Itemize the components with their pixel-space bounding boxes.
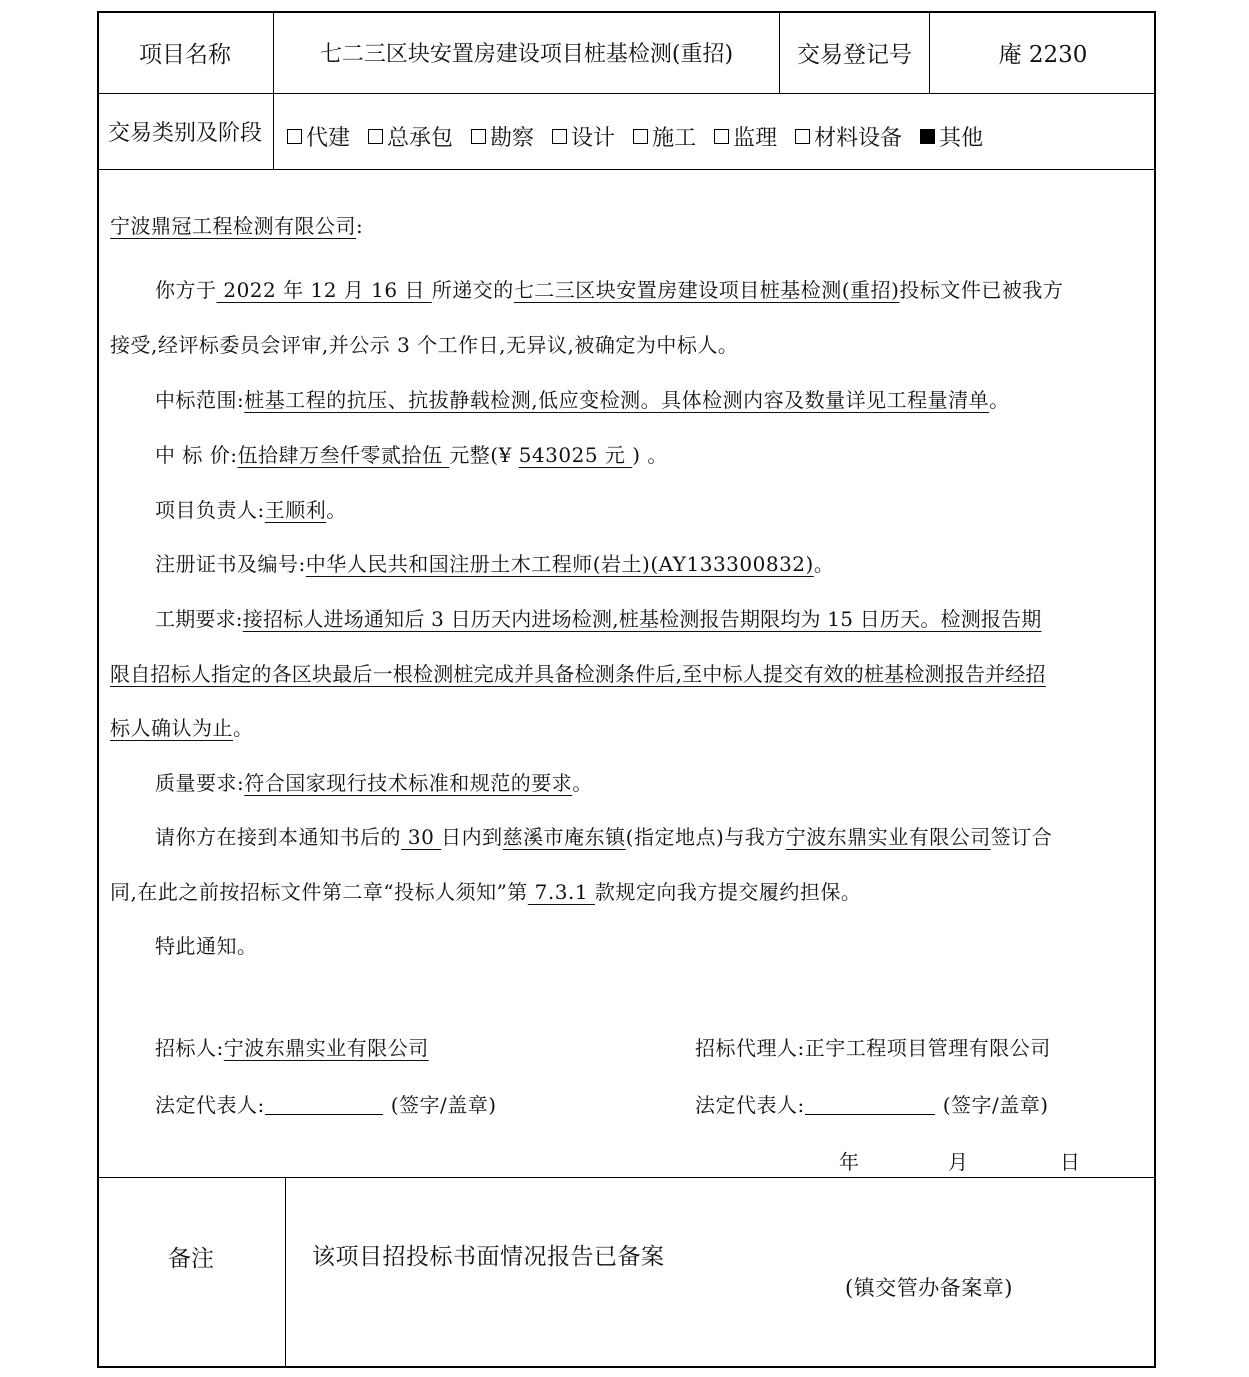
text-span: ) 。 xyxy=(632,443,668,467)
submission-date: 2022 年 12 月 16 日 xyxy=(216,278,432,302)
text-span: 元整(¥ xyxy=(449,443,519,467)
period-value: 接招标人进场通知后 3 日历天内进场检测,桩基检测报告期限均为 15 日历天。检测报告期 xyxy=(242,607,1042,631)
date-year: 年 xyxy=(839,1150,860,1174)
legal-rep-label: 法定代表人: xyxy=(155,1093,265,1117)
checkbox-icon xyxy=(368,129,383,144)
trade-type-option xyxy=(471,121,534,152)
text-span: (指定地点)与我方 xyxy=(625,825,786,849)
manager-label: 项目负责人: xyxy=(155,498,265,522)
sign-seal-note: (签字/盖章) xyxy=(390,1093,497,1117)
trade-type-option-label: 其他 xyxy=(939,125,984,151)
signing-days: 30 xyxy=(401,825,442,849)
signing-place: 慈溪市庵东镇 xyxy=(502,825,626,849)
signature-blank xyxy=(265,1094,383,1115)
addressee-line xyxy=(110,210,363,239)
text-span: 你方于 xyxy=(155,278,217,302)
trade-type-option-label: 代建 xyxy=(306,125,351,151)
price-line xyxy=(155,439,668,468)
quality-value: 符合国家现行技术标准和规范的要求 xyxy=(244,771,573,795)
trade-type-option-label: 总承包 xyxy=(387,125,454,151)
tenderer-line xyxy=(155,1032,429,1061)
trade-type-option xyxy=(287,121,350,152)
remarks-seal-note: (镇交管办备案章) xyxy=(845,1276,1013,1300)
period-line xyxy=(155,603,1042,632)
sign-seal-note: (签字/盖章) xyxy=(942,1093,1049,1117)
scope-label: 中标范围: xyxy=(155,388,245,412)
text-span: 所递交的 xyxy=(431,278,514,302)
trade-type-label: 交易类别及阶段 xyxy=(107,121,262,146)
project-name-inline: 七二三区块安置房建设项目桩基检测(重招) xyxy=(513,278,900,302)
certificate-value: 中华人民共和国注册土木工程师(岩土)(AY133300832) xyxy=(305,552,814,576)
trade-type-option xyxy=(714,121,777,152)
text-span: 。 xyxy=(233,716,254,740)
signing-party: 宁波东鼎实业有限公司 xyxy=(785,825,991,849)
manager-line xyxy=(155,494,347,523)
trade-type-option xyxy=(633,121,696,152)
period-value-last: 标人确认为止 xyxy=(110,716,233,740)
contract-signing-cont xyxy=(110,876,861,905)
trade-type-option-label: 设计 xyxy=(571,125,616,151)
trade-no: 庵 2230 xyxy=(998,41,1088,68)
remarks-label: 备注 xyxy=(168,1246,214,1272)
scope-value: 桩基工程的抗压、抗拔静载检测,低应变检测。具体检测内容及数量详见工程量清单 xyxy=(244,388,990,412)
checkbox-icon xyxy=(795,129,810,144)
checked-box-icon xyxy=(920,129,935,144)
addressee: 宁波鼎冠工程检测有限公司 xyxy=(110,214,356,238)
project-name-label: 项目名称 xyxy=(139,41,231,68)
trade-type-options xyxy=(287,118,1001,154)
agent-legal-rep-line xyxy=(695,1089,1049,1118)
checkbox-icon xyxy=(287,129,302,144)
text-span: 请你方在接到本通知书后的 xyxy=(155,825,401,849)
text-span: 投标文件已被我方 xyxy=(899,278,1064,302)
project-name: 七二三区块安置房建设项目桩基检测(重招) xyxy=(319,41,734,67)
tenderer-label: 招标人: xyxy=(155,1036,224,1060)
addressee-colon: : xyxy=(356,214,364,238)
paragraph-bid-accepted xyxy=(155,274,1063,303)
tenderer-name: 宁波东鼎实业有限公司 xyxy=(223,1036,429,1060)
quality-line xyxy=(155,767,593,796)
text-span: 。 xyxy=(813,552,835,576)
date-day: 日 xyxy=(1060,1150,1081,1174)
tenderer-legal-rep-line xyxy=(155,1089,497,1118)
checkbox-icon xyxy=(714,129,729,144)
period-value-cont: 限自招标人指定的各区块最后一根检测桩完成并具备检测条件后,至中标人提交有效的桩基检测报告并经招 xyxy=(110,662,1046,686)
trade-no-label: 交易登记号 xyxy=(797,41,912,68)
checkbox-icon xyxy=(633,129,648,144)
text-span: 。 xyxy=(989,388,1010,412)
row-divider xyxy=(97,169,1156,170)
trade-type-option xyxy=(795,121,902,152)
period-value-end xyxy=(110,712,254,741)
column-divider xyxy=(285,1177,286,1368)
contract-signing-line xyxy=(155,821,1052,850)
date-month: 月 xyxy=(948,1150,969,1174)
agent-line xyxy=(695,1032,1051,1061)
text-span: 款规定向我方提交履约担保。 xyxy=(594,880,862,904)
text-span: 。 xyxy=(572,771,593,795)
paragraph-bid-accepted-cont: 接受,经评标委员会评审,并公示 3 个工作日,无异议,被确定为中标人。 xyxy=(110,333,739,357)
text-span: 日内到 xyxy=(441,825,503,849)
price-amount: 543025 元 xyxy=(518,443,633,467)
legal-rep-label: 法定代表人: xyxy=(695,1093,805,1117)
period-label: 工期要求: xyxy=(155,607,243,631)
agent-name: 正宇工程项目管理有限公司 xyxy=(804,1036,1051,1060)
quality-label: 质量要求: xyxy=(155,771,245,795)
signature-blank xyxy=(805,1094,935,1115)
remarks-text: 该项目招投标书面情况报告已备案 xyxy=(312,1244,665,1270)
text-span: 签订合 xyxy=(990,825,1053,849)
trade-type-option-label: 监理 xyxy=(733,125,778,151)
trade-type-option-label: 材料设备 xyxy=(814,125,903,151)
trade-type-option-label: 勘察 xyxy=(490,125,535,151)
trade-type-option-label: 施工 xyxy=(652,125,697,151)
manager-value: 王顺利 xyxy=(264,498,327,522)
price-words: 伍拾肆万叁仟零贰拾伍 xyxy=(237,443,450,467)
text-span: 同,在此之前按招标文件第二章“投标人须知”第 xyxy=(110,880,528,904)
price-label: 中 标 价: xyxy=(155,443,238,467)
certificate-line xyxy=(155,548,834,577)
certificate-label: 注册证书及编号: xyxy=(155,552,306,576)
checkbox-icon xyxy=(552,129,567,144)
trade-type-option xyxy=(368,121,453,152)
agent-label: 招标代理人: xyxy=(695,1036,805,1060)
trade-type-option xyxy=(552,121,615,152)
checkbox-icon xyxy=(471,129,486,144)
closing-line: 特此通知。 xyxy=(155,934,258,958)
clause-number: 7.3.1 xyxy=(527,880,595,904)
scope-line xyxy=(155,384,1010,413)
text-span: 。 xyxy=(326,498,347,522)
trade-type-option-checked xyxy=(920,121,983,152)
